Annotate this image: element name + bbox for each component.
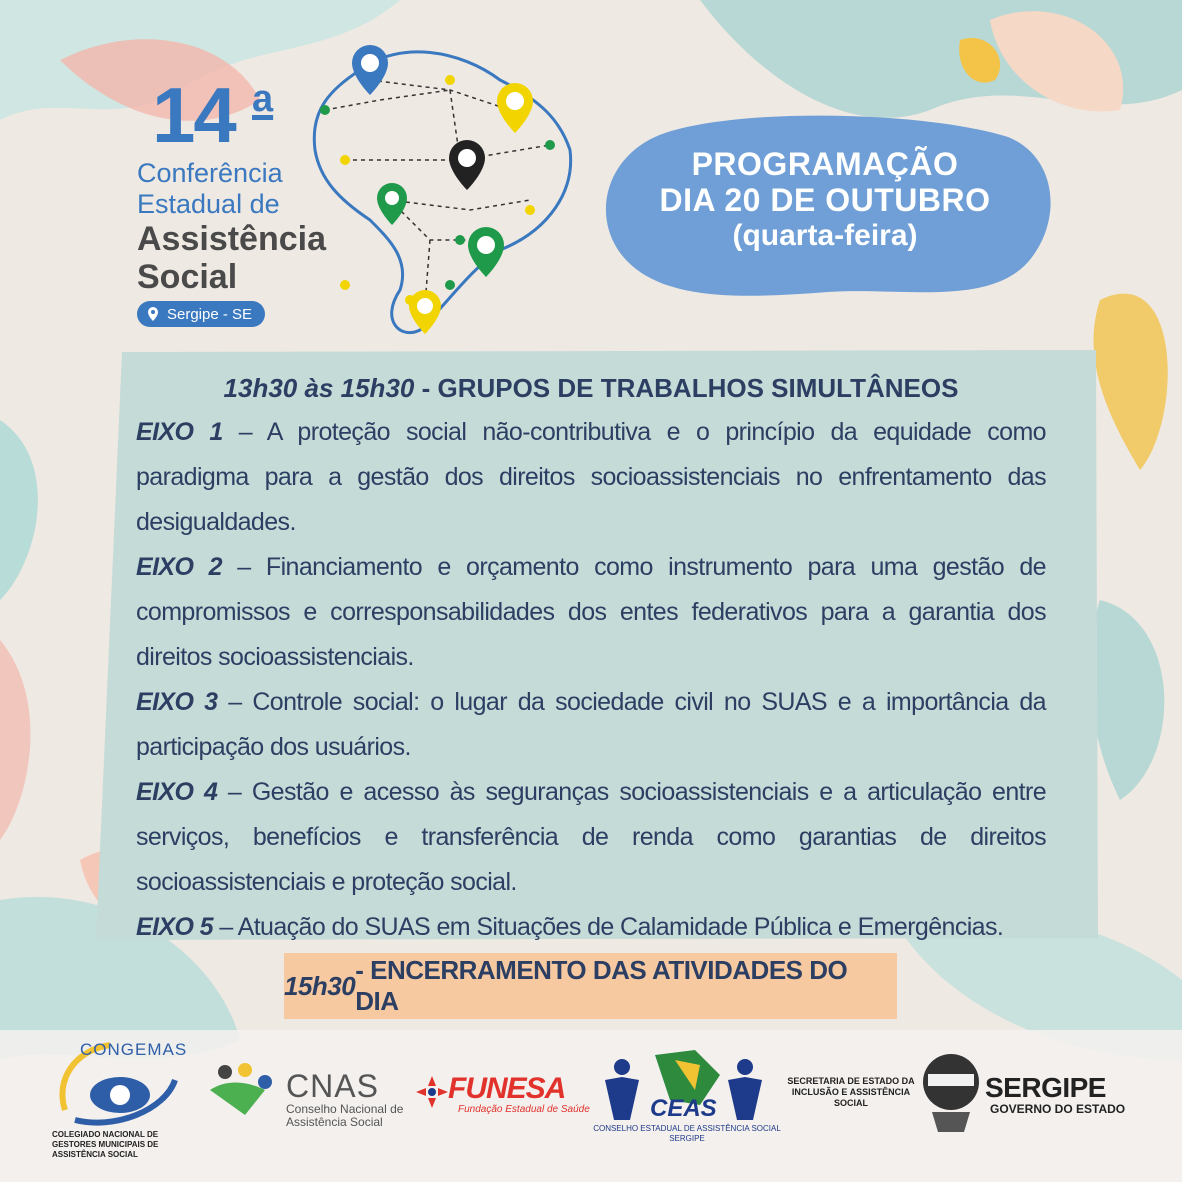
secretaria-name: SECRETARIA DE ESTADO DA INCLUSÃO E ASSISTÊNCIA SOCIAL [787, 1076, 915, 1108]
schedule-title: - GRUPOS DE TRABALHOS SIMULTÂNEOS [414, 373, 959, 403]
axis-label: EIXO 4 [136, 778, 218, 806]
brazil-map-illustration [300, 40, 590, 340]
axis-label: EIXO 3 [136, 688, 218, 716]
conference-title-line3: Assistência [137, 220, 326, 258]
cnas-logo [205, 1060, 285, 1120]
axis-text: – Financiamento e orçamento como instrumento para uma gestão de compromissos e corresponsabilidades dos entes federativos para a garantia dos direitos socioassistenciais. [136, 553, 1046, 671]
cnas-caption: Conselho Nacional de Assistência Social [286, 1102, 404, 1129]
closing-text [284, 953, 897, 1019]
sergipe-emblem [920, 1050, 982, 1136]
congemas-name: CONGEMAS [80, 1040, 188, 1059]
location-label: Sergipe - SE [167, 305, 253, 323]
schedule-time: 13h30 às 15h30 [223, 373, 415, 403]
funesa-logo-icon [414, 1074, 450, 1110]
program-header [620, 146, 1030, 254]
program-title: PROGRAMAÇÃO [691, 146, 959, 182]
closing-time: 15h30 [284, 970, 356, 1001]
axis-label: EIXO 5 [136, 913, 213, 941]
location-badge [137, 301, 265, 327]
location-pin-icon [145, 306, 161, 322]
conference-title-line1: Conferência [137, 158, 283, 188]
axis-label: EIXO 2 [136, 553, 222, 581]
axis-item [136, 545, 1046, 680]
closing-title: - ENCERRAMENTO DAS ATIVIDADES DO DIA [355, 955, 848, 1016]
axis-label: EIXO 1 [136, 418, 223, 446]
axis-item [136, 770, 1046, 905]
cnas-name: CNAS [286, 1068, 379, 1104]
congemas-caption: COLEGIADO NACIONAL DE GESTORES MUNICIPAIS DE ASSISTÊNCIA SOCIAL [52, 1130, 159, 1159]
ceas-name: CEAS [650, 1095, 717, 1122]
axis-text: – Controle social: o lugar da sociedade civil no SUAS e a importância da participação dos usuários. [136, 688, 1046, 761]
axis-text: – Gestão e acesso às seguranças socioassistenciais e a articulação entre serviços, benefícios e transferência de renda como garantias de direitos socioassistenciais e proteção social. [136, 778, 1046, 896]
sergipe-name: SERGIPE [985, 1072, 1106, 1103]
axis-item [136, 905, 1046, 950]
schedule-panel [136, 368, 1046, 950]
program-date: DIA 20 DE OUTUBRO [659, 182, 991, 218]
axis-item [136, 680, 1046, 770]
funesa-name: FUNESA [448, 1072, 566, 1105]
axis-text: – Atuação do SUAS em Situações de Calamidade Pública e Emergências. [213, 913, 1004, 941]
conference-title-line4: Social [137, 258, 238, 296]
government-label: GOVERNO DO ESTADO [990, 1102, 1126, 1116]
axis-item [136, 410, 1046, 545]
axis-text: – A proteção social não-contributiva e o princípio da equidade como paradigma para a gestão dos direitos socioassistenciais no enfrentamento das desigualdades. [136, 418, 1046, 536]
funesa-caption: Fundação Estadual de Saúde [458, 1104, 590, 1115]
ceas-caption: CONSELHO ESTADUAL DE ASSISTÊNCIA SOCIAL SERGIPE [593, 1124, 781, 1143]
conference-number: 14 [152, 71, 235, 159]
schedule-heading [136, 368, 1046, 408]
conference-title-line2: Estadual de [137, 189, 280, 219]
conference-ordinal: a [252, 78, 274, 120]
program-weekday: (quarta-feira) [732, 219, 918, 252]
